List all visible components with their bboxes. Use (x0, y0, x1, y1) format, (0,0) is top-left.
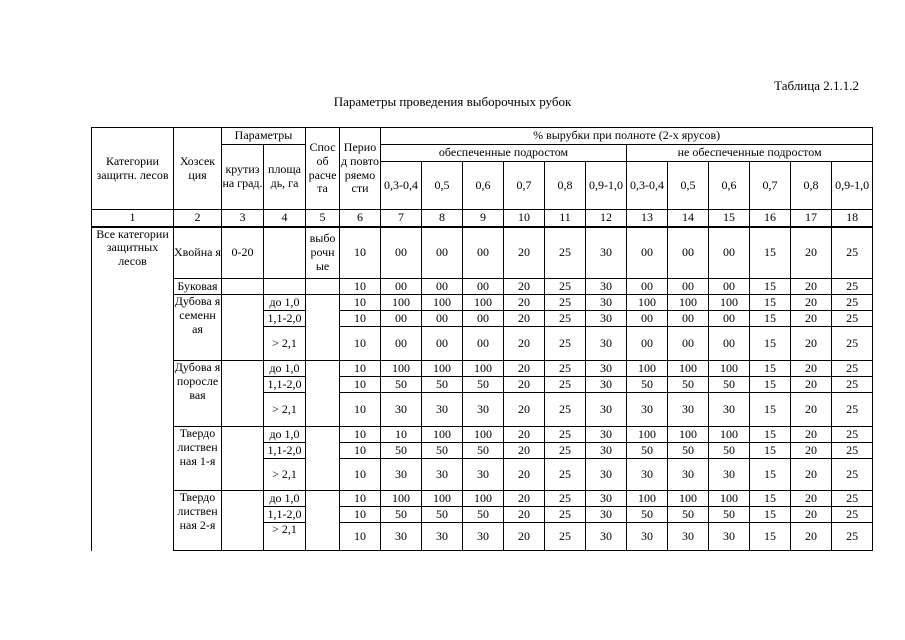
value-cell: 30 (627, 393, 668, 427)
value-cell: 20 (791, 361, 832, 377)
value-cell: 25 (832, 295, 873, 311)
area-cell: до 1,0 (264, 427, 306, 443)
header-area: площа дь, га (264, 145, 306, 210)
value-cell: 00 (381, 327, 422, 361)
value-cell: 100 (709, 295, 750, 311)
column-number: 1 (92, 210, 174, 227)
value-cell: 20 (791, 523, 832, 551)
period-cell: 10 (340, 523, 381, 551)
value-cell: 100 (668, 491, 709, 507)
value-cell: 25 (832, 377, 873, 393)
group-hardwood-1: Твердо листвен ная 1-я (174, 427, 222, 491)
value-cell: 50 (422, 443, 463, 459)
value-cell: 00 (422, 311, 463, 327)
value-cell: 100 (381, 361, 422, 377)
value-cell: 50 (381, 507, 422, 523)
value-cell: 30 (586, 459, 627, 491)
value-cell: 100 (422, 295, 463, 311)
value-cell: 15 (750, 393, 791, 427)
value-cell: 25 (545, 377, 586, 393)
value-cell: 50 (463, 377, 504, 393)
slope-cell (222, 427, 264, 491)
value-cell: 15 (750, 327, 791, 361)
value-cell: 25 (832, 311, 873, 327)
area-cell: 1,1-2,0 (264, 311, 306, 327)
value-cell: 100 (627, 427, 668, 443)
value-cell: 15 (750, 523, 791, 551)
area-cell: до 1,0 (264, 295, 306, 311)
value-cell: 25 (832, 459, 873, 491)
table-title: Параметры проведения выборочных рубок (333, 94, 572, 109)
header-provided: обеспеченные подростом (381, 145, 627, 162)
value-cell: 25 (832, 427, 873, 443)
value-cell: 25 (545, 227, 586, 279)
value-cell: 100 (422, 427, 463, 443)
period-cell: 10 (340, 327, 381, 361)
value-cell: 20 (791, 459, 832, 491)
value-cell: 25 (545, 295, 586, 311)
value-cell: 50 (463, 507, 504, 523)
area-cell: до 1,0 (264, 491, 306, 507)
value-cell: 100 (627, 295, 668, 311)
value-cell: 20 (791, 393, 832, 427)
value-cell: 25 (545, 523, 586, 551)
period-cell: 10 (340, 459, 381, 491)
area-cell: > 2,1 (264, 393, 306, 427)
header-period: Перио д повто ряемо сти (340, 128, 381, 210)
value-cell: 20 (791, 507, 832, 523)
value-cell: 00 (381, 227, 422, 279)
value-cell: 50 (381, 377, 422, 393)
period-cell: 10 (340, 491, 381, 507)
value-cell: 30 (422, 523, 463, 551)
period-cell: 10 (340, 377, 381, 393)
column-number: 16 (750, 210, 791, 227)
area-cell: 1,1-2,0 (264, 443, 306, 459)
value-cell: 30 (668, 459, 709, 491)
group-hardwood-2: Твердо листвен ная 2-я (174, 491, 222, 551)
value-cell: 30 (627, 523, 668, 551)
density-header: 0,6 (709, 162, 750, 210)
value-cell: 30 (586, 393, 627, 427)
value-cell: 25 (545, 393, 586, 427)
value-cell: 30 (709, 523, 750, 551)
value-cell: 30 (668, 523, 709, 551)
value-cell: 00 (381, 279, 422, 295)
value-cell: 100 (709, 361, 750, 377)
value-cell: 25 (832, 491, 873, 507)
density-header: 0,9-1,0 (586, 162, 627, 210)
value-cell: 00 (709, 311, 750, 327)
value-cell: 30 (586, 443, 627, 459)
group-oak-coppice: Дубова я поросле вая (174, 361, 222, 427)
value-cell: 100 (422, 491, 463, 507)
value-cell: 15 (750, 427, 791, 443)
value-cell: 30 (463, 523, 504, 551)
header-method: Спос об расче та (306, 128, 340, 210)
method-cell (306, 295, 340, 361)
value-cell: 50 (627, 443, 668, 459)
value-cell: 25 (832, 443, 873, 459)
value-cell: 25 (545, 361, 586, 377)
value-cell: 50 (709, 443, 750, 459)
value-cell: 100 (709, 427, 750, 443)
header-not-provided: не обеспеченные подростом (627, 145, 873, 162)
value-cell: 100 (463, 491, 504, 507)
value-cell: 50 (422, 377, 463, 393)
value-cell: 25 (545, 427, 586, 443)
value-cell: 20 (791, 443, 832, 459)
value-cell: 30 (586, 507, 627, 523)
period-cell: 10 (340, 295, 381, 311)
value-cell: 00 (709, 227, 750, 279)
method-cell (306, 279, 340, 295)
value-cell: 50 (627, 377, 668, 393)
value-cell: 30 (463, 459, 504, 491)
value-cell: 30 (422, 459, 463, 491)
value-cell: 00 (463, 227, 504, 279)
column-number: 10 (504, 210, 545, 227)
value-cell: 20 (504, 361, 545, 377)
value-cell: 20 (791, 427, 832, 443)
value-cell: 20 (504, 327, 545, 361)
header-section: Хозсек ция (174, 128, 222, 210)
value-cell: 25 (832, 361, 873, 377)
value-cell: 100 (463, 427, 504, 443)
value-cell: 20 (504, 227, 545, 279)
period-cell: 10 (340, 393, 381, 427)
value-cell: 20 (504, 295, 545, 311)
value-cell: 100 (463, 361, 504, 377)
area-cell (264, 227, 306, 279)
period-cell: 10 (340, 427, 381, 443)
value-cell: 25 (545, 327, 586, 361)
column-number: 9 (463, 210, 504, 227)
value-cell: 20 (791, 279, 832, 295)
value-cell: 100 (668, 361, 709, 377)
value-cell: 20 (791, 227, 832, 279)
period-cell: 10 (340, 311, 381, 327)
method-cell: выбо рочн ые (306, 227, 340, 279)
period-cell: 10 (340, 227, 381, 279)
value-cell: 30 (586, 327, 627, 361)
density-header: 0,7 (504, 162, 545, 210)
period-cell: 10 (340, 279, 381, 295)
value-cell: 25 (545, 311, 586, 327)
value-cell: 30 (586, 279, 627, 295)
column-number: 11 (545, 210, 586, 227)
value-cell: 30 (463, 393, 504, 427)
period-cell: 10 (340, 443, 381, 459)
value-cell: 20 (791, 327, 832, 361)
value-cell: 00 (422, 327, 463, 361)
value-cell: 20 (504, 507, 545, 523)
slope-cell (222, 295, 264, 361)
value-cell: 30 (586, 427, 627, 443)
value-cell: 30 (627, 459, 668, 491)
value-cell: 25 (832, 227, 873, 279)
value-cell: 15 (750, 491, 791, 507)
density-header: 0,8 (545, 162, 586, 210)
value-cell: 00 (627, 279, 668, 295)
value-cell: 20 (791, 295, 832, 311)
table-number: Таблица 2.1.1.2 (774, 78, 859, 93)
value-cell: 30 (381, 523, 422, 551)
value-cell: 25 (832, 393, 873, 427)
value-cell: 25 (832, 279, 873, 295)
density-header: 0,3-0,4 (627, 162, 668, 210)
value-cell: 15 (750, 295, 791, 311)
value-cell: 00 (627, 227, 668, 279)
value-cell: 00 (463, 311, 504, 327)
value-cell: 15 (750, 279, 791, 295)
value-cell: 50 (668, 443, 709, 459)
value-cell: 20 (791, 377, 832, 393)
value-cell: 25 (545, 507, 586, 523)
value-cell: 20 (504, 279, 545, 295)
value-cell: 30 (422, 393, 463, 427)
value-cell: 15 (750, 443, 791, 459)
value-cell: 15 (750, 227, 791, 279)
column-number: 3 (222, 210, 264, 227)
column-number: 5 (306, 210, 340, 227)
value-cell: 00 (668, 279, 709, 295)
header-category: Категории защитн. лесов (92, 128, 174, 210)
value-cell: 15 (750, 459, 791, 491)
column-number: 2 (174, 210, 222, 227)
density-header: 0,3-0,4 (381, 162, 422, 210)
value-cell: 15 (750, 507, 791, 523)
header-slope: крутиз на град. (222, 145, 264, 210)
value-cell: 20 (791, 491, 832, 507)
value-cell: 00 (668, 327, 709, 361)
value-cell: 20 (504, 311, 545, 327)
value-cell: 30 (586, 295, 627, 311)
value-cell: 30 (586, 227, 627, 279)
column-number: 18 (832, 210, 873, 227)
value-cell: 15 (750, 377, 791, 393)
value-cell: 30 (586, 523, 627, 551)
value-cell: 100 (422, 361, 463, 377)
area-cell: > 2,1 (264, 327, 306, 361)
value-cell: 20 (504, 377, 545, 393)
value-cell: 30 (586, 311, 627, 327)
density-header: 0,6 (463, 162, 504, 210)
value-cell: 00 (463, 279, 504, 295)
value-cell: 100 (463, 295, 504, 311)
column-number: 8 (422, 210, 463, 227)
column-number: 4 (264, 210, 306, 227)
value-cell: 00 (463, 327, 504, 361)
value-cell: 20 (504, 443, 545, 459)
value-cell: 00 (627, 311, 668, 327)
value-cell: 00 (709, 279, 750, 295)
value-cell: 30 (586, 377, 627, 393)
parameters-table (91, 127, 873, 551)
value-cell: 100 (668, 427, 709, 443)
value-cell: 00 (709, 327, 750, 361)
value-cell: 30 (709, 393, 750, 427)
header-params: Параметры (222, 128, 306, 145)
value-cell: 20 (504, 523, 545, 551)
value-cell: 100 (627, 491, 668, 507)
density-header: 0,5 (422, 162, 463, 210)
slope-cell: 0-20 (222, 227, 264, 279)
area-cell: > 2,1 (264, 523, 306, 551)
density-header: 0,5 (668, 162, 709, 210)
value-cell: 20 (504, 459, 545, 491)
column-number: 6 (340, 210, 381, 227)
value-cell: 00 (668, 311, 709, 327)
group-oak-seed: Дубова я семенн ая (174, 295, 222, 361)
category-cell: Все категории защитных лесов (92, 227, 174, 551)
slope-cell (222, 279, 264, 295)
column-number: 15 (709, 210, 750, 227)
area-cell: > 2,1 (264, 459, 306, 491)
value-cell: 30 (381, 459, 422, 491)
value-cell: 20 (504, 393, 545, 427)
column-number: 12 (586, 210, 627, 227)
value-cell: 50 (709, 507, 750, 523)
value-cell: 25 (832, 327, 873, 361)
area-cell (264, 279, 306, 295)
value-cell: 100 (381, 295, 422, 311)
value-cell: 50 (668, 507, 709, 523)
value-cell: 00 (627, 327, 668, 361)
value-cell: 00 (668, 227, 709, 279)
value-cell: 30 (709, 459, 750, 491)
group-coniferous: Хвойна я (174, 227, 222, 279)
area-cell: 1,1-2,0 (264, 507, 306, 523)
value-cell: 20 (504, 427, 545, 443)
method-cell (306, 361, 340, 427)
value-cell: 100 (668, 295, 709, 311)
column-number: 13 (627, 210, 668, 227)
value-cell: 20 (791, 311, 832, 327)
method-cell (306, 427, 340, 491)
value-cell: 10 (381, 427, 422, 443)
value-cell: 25 (832, 507, 873, 523)
value-cell: 00 (422, 227, 463, 279)
header-cut-percent: % вырубки при полноте (2-х ярусов) (381, 128, 873, 145)
period-cell: 10 (340, 507, 381, 523)
value-cell: 30 (381, 393, 422, 427)
value-cell: 20 (504, 491, 545, 507)
value-cell: 50 (422, 507, 463, 523)
value-cell: 30 (586, 361, 627, 377)
slope-cell (222, 361, 264, 427)
value-cell: 25 (545, 491, 586, 507)
column-number: 7 (381, 210, 422, 227)
value-cell: 30 (668, 393, 709, 427)
value-cell: 00 (422, 279, 463, 295)
value-cell: 50 (627, 507, 668, 523)
value-cell: 50 (381, 443, 422, 459)
area-cell: до 1,0 (264, 361, 306, 377)
value-cell: 25 (832, 523, 873, 551)
value-cell: 50 (709, 377, 750, 393)
value-cell: 100 (381, 491, 422, 507)
value-cell: 15 (750, 311, 791, 327)
value-cell: 25 (545, 443, 586, 459)
density-header: 0,8 (791, 162, 832, 210)
column-number: 14 (668, 210, 709, 227)
group-beech: Буковая (174, 279, 222, 295)
density-header: 0,9-1,0 (832, 162, 873, 210)
value-cell: 50 (463, 443, 504, 459)
method-cell (306, 491, 340, 551)
value-cell: 25 (545, 279, 586, 295)
value-cell: 100 (627, 361, 668, 377)
area-cell: 1,1-2,0 (264, 377, 306, 393)
period-cell: 10 (340, 361, 381, 377)
value-cell: 15 (750, 361, 791, 377)
value-cell: 30 (586, 491, 627, 507)
slope-cell (222, 491, 264, 551)
value-cell: 00 (381, 311, 422, 327)
value-cell: 100 (709, 491, 750, 507)
density-header: 0,7 (750, 162, 791, 210)
value-cell: 50 (668, 377, 709, 393)
value-cell: 25 (545, 459, 586, 491)
column-number: 17 (791, 210, 832, 227)
